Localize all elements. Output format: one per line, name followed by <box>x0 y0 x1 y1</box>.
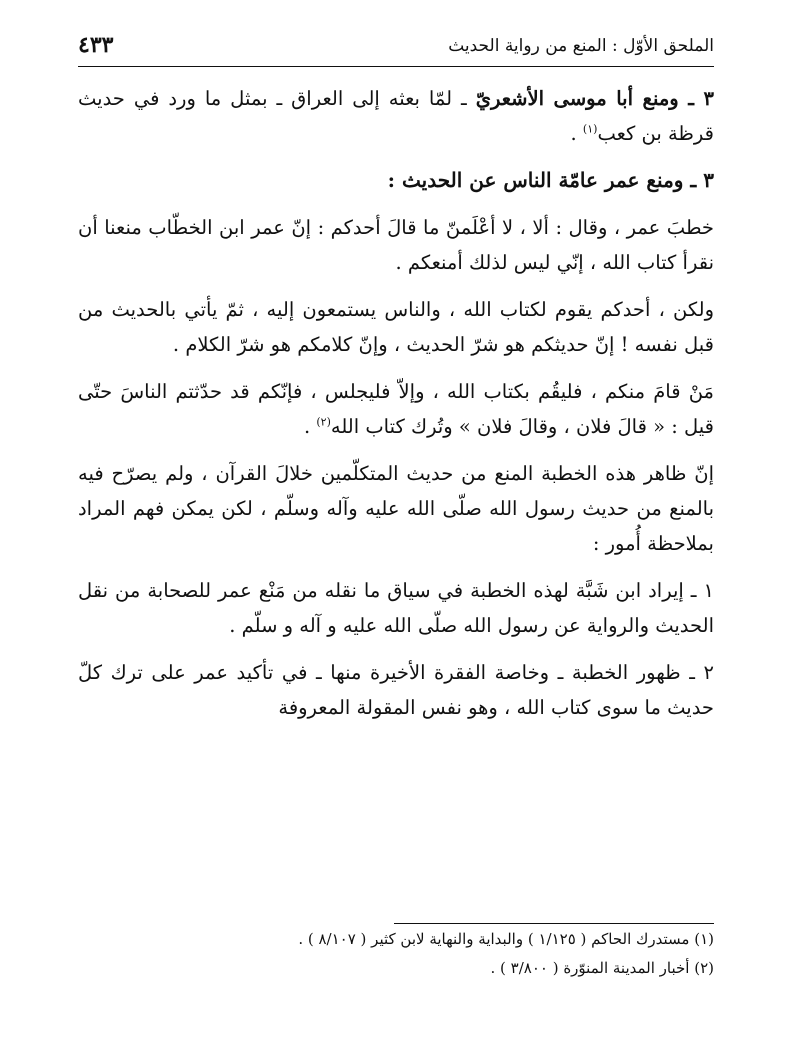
paragraph-1-text: ـ لمّا بعثه إلى العراق ـ بمثل ما ورد في حديث قرظة بن كعب <box>78 87 714 145</box>
footnote-ref-2[interactable]: (٢) <box>316 415 331 429</box>
running-header <box>78 30 714 67</box>
paragraph-1-end: . <box>570 122 583 145</box>
footnotes <box>78 923 714 982</box>
book-page <box>78 30 714 1020</box>
paragraph-4 <box>78 374 714 444</box>
section-heading: ٣ ـ ومنع عمر عامّة الناس عن الحديث : <box>387 168 714 192</box>
paragraph-1-bold: ٣ ـ ومنع أبا موسى الأشعريّ <box>475 87 714 110</box>
paragraph-5: إنّ ظاهر هذه الخطبة المنع من حديث المتكلّمين خلالَ القرآن ، ولم يصرّح فيه بالمنع من حديث رسول الله صلّى الله عليه وآله وسلّم ، لكن يمكن فهم المراد بملاحظة أُمور : <box>78 462 714 555</box>
body-text <box>78 81 714 725</box>
footnote-2: (٢) أخبار المدينة المنوّرة ( ٣/٨٠٠ ) . <box>490 959 714 977</box>
paragraph-3: ولكن ، أحدكم يقوم لكتاب الله ، والناس يستمعون إليه ، ثمّ يأتي بالحديث من قبل نفسه ! إنّ حديثكم هو شرّ الحديث ، وإنّ كلامكم هو شرّ الكلام . <box>78 298 714 356</box>
paragraph-7: ٢ ـ ظهور الخطبة ـ وخاصة الفقرة الأخيرة منها ـ في تأكيد عمر على ترك كلّ حديث ما سوى كتاب الله ، وهو نفس المقولة المعروفة <box>78 661 714 719</box>
paragraph-1 <box>78 81 714 151</box>
footnote-1: (١) مستدرك الحاكم ( ١/١٢٥ ) والبداية والنهاية لابن كثير ( ٨/١٠٧ ) . <box>298 930 714 948</box>
footnote-ref-1[interactable]: (١) <box>582 122 598 136</box>
paragraph-6: ١ ـ إيراد ابن شَبَّة لهذه الخطبة في سياق ما نقله من مَنْع عمر للصحابة من نقل الحديث والرواية عن رسول الله صلّى الله عليه و آله و سلّم . <box>78 579 714 637</box>
paragraph-4-text: مَنْ قامَ منكم ، فليقُم بكتاب الله ، وإلاّ فليجلس ، فإنّكم قد حدّثتم الناسَ حتّى قيل : « قالَ فلان ، وقالَ فلان » وتُرك كتاب الله <box>78 380 714 438</box>
paragraph-4-end: . <box>303 415 317 438</box>
footnote-divider <box>394 923 714 924</box>
chapter-title: الملحق الأوّل : المنع من رواية الحديث <box>448 36 714 56</box>
paragraph-2: خطبَ عمر ، وقال : ألا ، لا أعْلَمنّ ما قالَ أحدكم : إنّ عمر ابن الخطّاب منعنا أن نقرأ كتاب الله ، إنّي ليس لذلك أمنعكم . <box>78 216 714 274</box>
page-number: ٤٣٣ <box>78 32 114 58</box>
